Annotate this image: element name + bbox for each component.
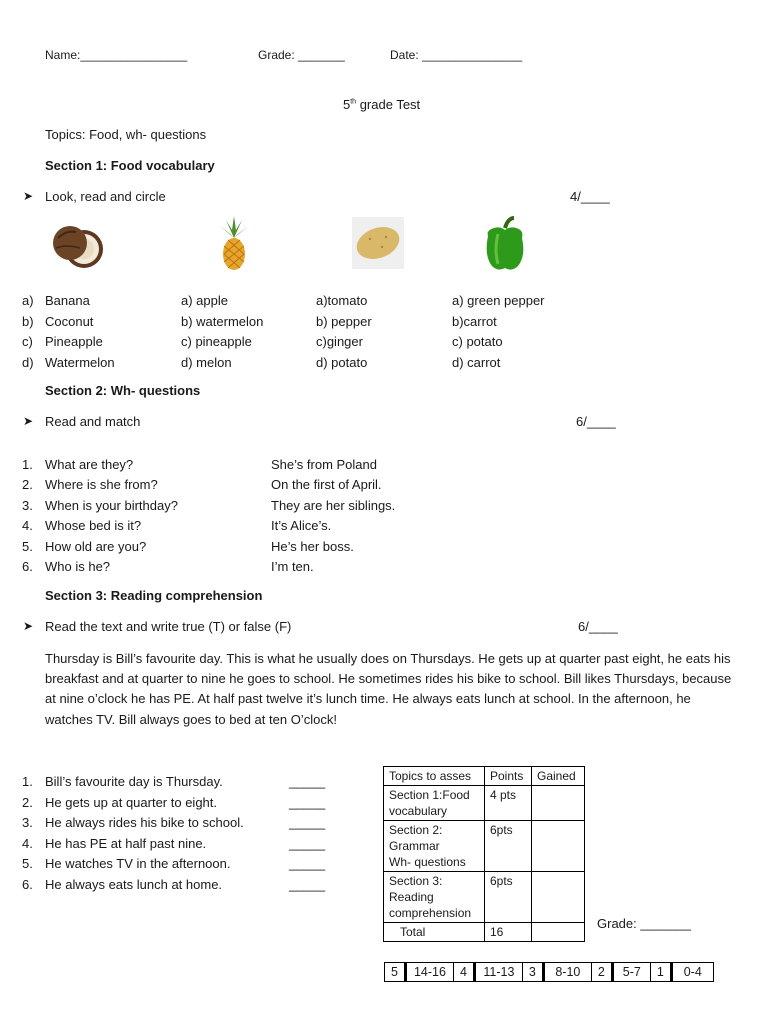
question-item: How old are you? xyxy=(45,538,147,554)
question-item: When is your birthday? xyxy=(45,497,178,513)
question-number: 4. xyxy=(22,518,33,534)
statement-item: He gets up at quarter to eight. xyxy=(45,794,217,810)
grade-range: 8-10 xyxy=(543,963,591,982)
grade-scale xyxy=(384,962,714,982)
question-item: What are they? xyxy=(45,457,134,472)
option-letter: d) xyxy=(22,354,34,370)
grade-value: 2 xyxy=(591,963,612,982)
grade-value: 5 xyxy=(385,963,406,982)
score-table xyxy=(383,766,585,942)
grade-field: Grade: _______ xyxy=(258,48,345,62)
grade-range: 11-13 xyxy=(474,963,522,982)
options-column-3 xyxy=(316,291,372,373)
statement-number: 3. xyxy=(22,815,33,831)
reading-text: Thursday is Bill’s favourite day. This is what he usually does on Thursdays. He gets up at quarter past eight, he eats his breakfast and at quarter to nine he goes to school. He sometimes rides his bike to school. Bill likes Thursdays, because at nine o’clock he has PE. At half past twelve it’s lunch time. He always eats lunch at school. In the afternoon, he watches TV. Bill always goes to bed at ten O’clock! xyxy=(45,651,732,727)
table-header: Points xyxy=(485,767,532,786)
answer-item: On the first of April. xyxy=(271,477,382,493)
section1-heading: Section 1: Food vocabulary xyxy=(45,158,215,173)
question-number: 5. xyxy=(22,538,33,554)
question-number: 2. xyxy=(22,477,33,493)
total-gained xyxy=(532,923,585,942)
grade-range: 0-4 xyxy=(671,963,713,982)
table-header: Gained xyxy=(532,767,585,786)
option-item: Pineapple xyxy=(45,334,103,350)
option-item: c) pineapple xyxy=(181,334,252,350)
arrow-bullet-icon: ➤ xyxy=(23,414,34,428)
arrow-bullet-icon: ➤ xyxy=(23,189,34,203)
grade-value: 3 xyxy=(522,963,543,982)
table-row xyxy=(384,786,585,821)
date-field: Date: _______________ xyxy=(390,48,523,62)
topic-line: Section 1:Food xyxy=(389,788,470,802)
section1-instruction: Look, read and circle xyxy=(45,189,166,204)
table-row xyxy=(384,872,585,923)
topic-cell xyxy=(384,786,485,821)
gained-cell xyxy=(532,821,585,872)
total-points: 16 xyxy=(485,923,532,942)
options-column-2 xyxy=(181,291,263,373)
option-item: a)tomato xyxy=(316,293,368,308)
option-letter: c) xyxy=(22,334,33,350)
answer-blank[interactable]: _____ xyxy=(289,794,326,810)
section2-heading: Section 2: Wh- questions xyxy=(45,383,201,398)
answer-blanks xyxy=(289,772,325,896)
table-header-row xyxy=(384,767,585,786)
question-number: 6. xyxy=(22,559,33,575)
coconut-icon xyxy=(50,218,108,272)
option-letter: b) xyxy=(22,313,34,329)
option-item: c) potato xyxy=(452,334,503,350)
table-total-row xyxy=(384,923,585,942)
grade-value: 1 xyxy=(650,963,671,982)
options-column-1 xyxy=(45,291,115,373)
topic-cell xyxy=(384,872,485,923)
table-row xyxy=(384,821,585,872)
question-item: Where is she from? xyxy=(45,477,158,493)
option-item: Coconut xyxy=(45,313,94,329)
statement-item: He always rides his bike to school. xyxy=(45,815,244,831)
statement-number: 4. xyxy=(22,835,33,851)
question-number: 3. xyxy=(22,497,33,513)
option-item: d) carrot xyxy=(452,354,501,370)
question-item: Whose bed is it? xyxy=(45,518,142,534)
answer-list xyxy=(271,455,395,577)
section3-score: 6/____ xyxy=(578,619,618,634)
section3-heading: Section 3: Reading comprehension xyxy=(45,588,263,603)
option-item: b)carrot xyxy=(452,313,497,329)
points-cell: 6pts xyxy=(485,872,532,923)
table-header: Topics to asses xyxy=(384,767,485,786)
answer-item: She’s from Poland xyxy=(271,457,377,472)
answer-blank[interactable]: _____ xyxy=(289,774,326,789)
option-item: a) apple xyxy=(181,293,228,308)
gained-cell xyxy=(532,872,585,923)
answer-blank[interactable]: _____ xyxy=(289,876,326,892)
option-item: d) melon xyxy=(181,354,232,370)
section2-instruction: Read and match xyxy=(45,414,141,429)
option-letter: a) xyxy=(22,293,34,308)
grade-range: 14-16 xyxy=(405,963,453,982)
answer-blank[interactable]: _____ xyxy=(289,815,326,831)
answer-item: He’s her boss. xyxy=(271,538,354,554)
answer-item: It’s Alice’s. xyxy=(271,518,332,534)
topic-line: Wh- questions xyxy=(389,855,466,869)
pineapple-icon xyxy=(212,216,256,272)
statement-number: 2. xyxy=(22,794,33,810)
points-cell: 4 pts xyxy=(485,786,532,821)
question-number: 1. xyxy=(22,457,33,472)
title-number: 5 xyxy=(343,97,351,112)
option-item: b) watermelon xyxy=(181,313,264,329)
statement-item: He watches TV in the afternoon. xyxy=(45,856,231,872)
final-grade-field: Grade: _______ xyxy=(597,916,691,931)
topic-line: comprehension xyxy=(389,906,472,920)
total-label: Total xyxy=(384,923,485,942)
statement-item: He has PE at half past nine. xyxy=(45,835,207,851)
topics-line: Topics: Food, wh- questions xyxy=(45,127,207,142)
page-title xyxy=(343,97,420,112)
topic-line: Grammar xyxy=(389,839,440,853)
grade-value: 4 xyxy=(453,963,474,982)
name-field: Name:________________ xyxy=(45,48,188,62)
statement-item: He always eats lunch at home. xyxy=(45,876,223,892)
title-superscript: th xyxy=(350,98,357,106)
option-item: a) green pepper xyxy=(452,293,545,308)
gained-cell xyxy=(532,786,585,821)
statement-number: 6. xyxy=(22,876,33,892)
section1-score: 4/____ xyxy=(570,189,610,204)
statement-number: 5. xyxy=(22,856,33,872)
points-cell: 6pts xyxy=(485,821,532,872)
answer-item: They are her siblings. xyxy=(271,497,396,513)
question-numbers xyxy=(22,455,33,577)
topic-line: Section 3: xyxy=(389,874,443,888)
topic-cell xyxy=(384,821,485,872)
option-item: b) pepper xyxy=(316,313,372,329)
grade-scale-row xyxy=(385,963,714,982)
answer-blank[interactable]: _____ xyxy=(289,856,326,872)
arrow-bullet-icon: ➤ xyxy=(23,619,34,633)
grade-range: 5-7 xyxy=(612,963,650,982)
answer-blank[interactable]: _____ xyxy=(289,835,326,851)
statement-list xyxy=(45,772,244,896)
section2-score: 6/____ xyxy=(576,414,616,429)
topic-line: vocabulary xyxy=(389,804,448,818)
answer-item: I’m ten. xyxy=(271,559,314,575)
option-item: d) potato xyxy=(316,354,368,370)
title-text: grade Test xyxy=(356,97,421,112)
question-list xyxy=(45,455,178,577)
option-letters xyxy=(22,291,34,373)
options-column-4 xyxy=(452,291,545,373)
option-item: Banana xyxy=(45,293,90,308)
topic-line: Section 2: xyxy=(389,823,443,837)
green-pepper-icon xyxy=(482,216,528,272)
potato-icon xyxy=(352,217,404,269)
statement-numbers xyxy=(22,772,33,896)
statement-item: Bill’s favourite day is Thursday. xyxy=(45,774,223,789)
option-item: c)ginger xyxy=(316,334,363,350)
option-item: Watermelon xyxy=(45,354,115,370)
statement-number: 1. xyxy=(22,774,33,789)
topic-line: Reading xyxy=(389,890,434,904)
question-item: Who is he? xyxy=(45,559,111,575)
section3-instruction: Read the text and write true (T) or false (F) xyxy=(45,619,292,634)
